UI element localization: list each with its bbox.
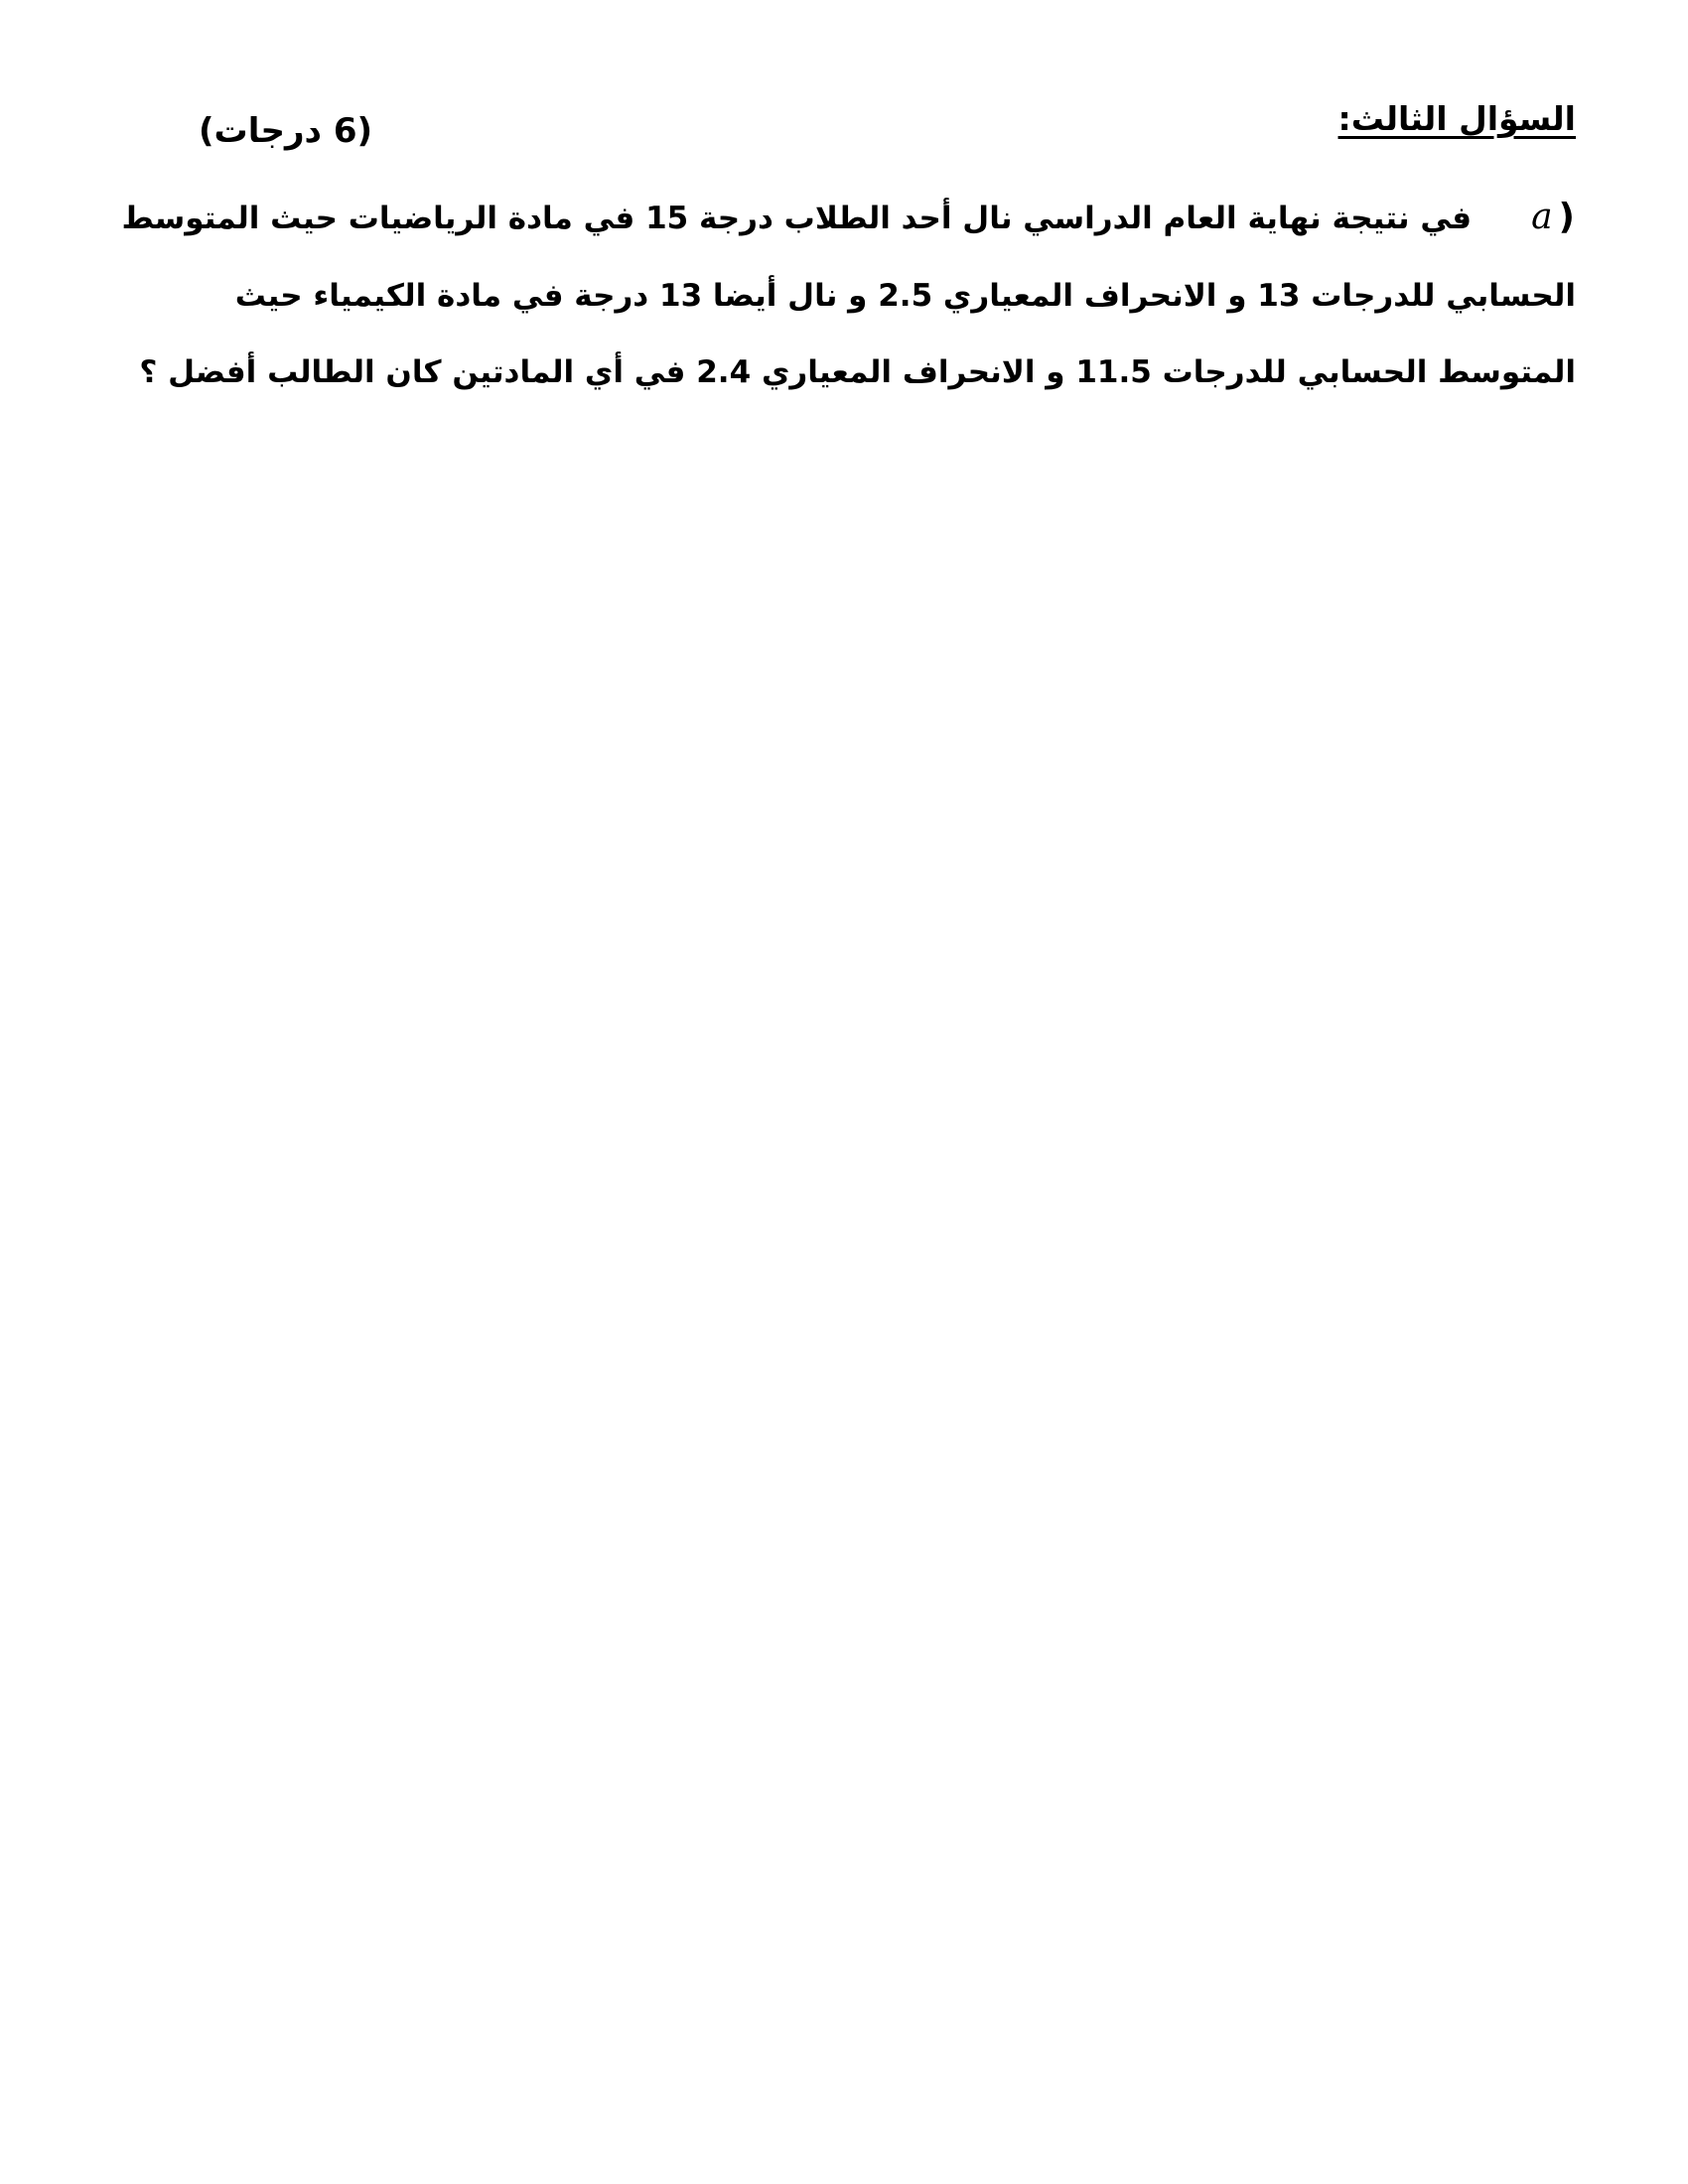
part-label [1531, 197, 1575, 237]
question-text-line: الحسابي للدرجات 13 و الانحراف المعياري 2.5 و نال أيضا 13 درجة في مادة الكيمياء حيث [234, 278, 1576, 314]
question-marks: (6 درجات) [199, 111, 373, 151]
question-text-line: في نتيجة نهاية العام الدراسي نال أحد الطلاب درجة 15 في مادة الرياضيات حيث المتوسط [121, 201, 1472, 236]
part-paren: ) [1558, 197, 1575, 237]
question-text-line: المتوسط الحسابي للدرجات 11.5 و الانحراف المعياري 2.4 في أي المادتين كان الطالب أفضل ؟ [139, 354, 1576, 390]
part-variable: a [1531, 197, 1553, 237]
question-title: السؤال الثالث: [1337, 99, 1576, 138]
